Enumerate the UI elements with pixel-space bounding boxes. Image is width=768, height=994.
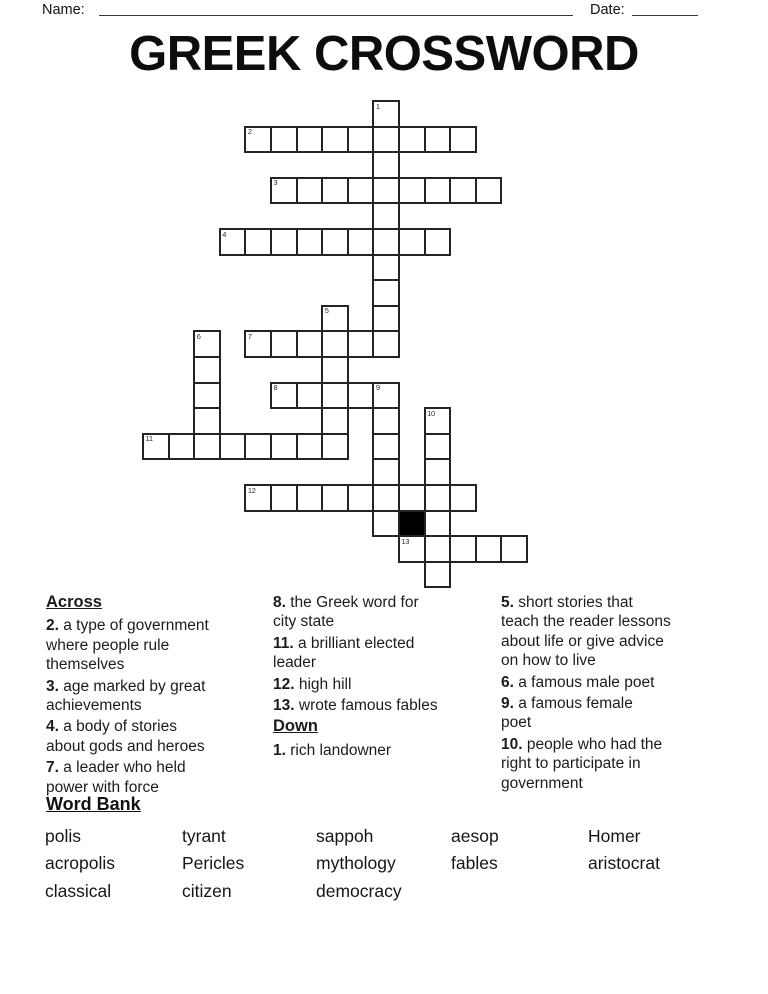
grid-cell[interactable] [347, 228, 375, 256]
clue-line: on how to live [501, 652, 596, 670]
grid-cell[interactable] [372, 126, 400, 154]
grid-cell[interactable] [168, 433, 196, 461]
grid-cell[interactable] [424, 433, 452, 461]
grid-cell[interactable] [321, 305, 349, 333]
grid-cell[interactable] [270, 433, 298, 461]
grid-cell[interactable] [449, 484, 477, 512]
grid-cell[interactable] [424, 458, 452, 486]
grid-cell[interactable] [372, 484, 400, 512]
clue-line: 6. a famous male poet [501, 673, 655, 691]
grid-cell[interactable] [244, 126, 272, 154]
grid-cell[interactable] [321, 382, 349, 410]
clue-line: teach the reader lessons [501, 613, 671, 631]
grid-cell[interactable] [270, 177, 298, 205]
grid-cell[interactable] [321, 433, 349, 461]
grid-cell[interactable] [398, 177, 426, 205]
clue-number-label: 12. [273, 675, 295, 693]
grid-cell[interactable] [424, 535, 452, 563]
grid-cell[interactable] [321, 407, 349, 435]
cell-clue-number: 1 [375, 101, 380, 111]
clue-line: 9. a famous female [501, 695, 633, 713]
word-bank-column [451, 823, 499, 878]
grid-cell[interactable] [347, 330, 375, 358]
word-bank-item: democracy [316, 880, 402, 901]
word-bank-item: citizen [182, 880, 232, 901]
clue-line: 4. a body of stories [46, 718, 177, 736]
grid-cell[interactable] [500, 535, 528, 563]
clue-line: about gods and heroes [46, 737, 205, 755]
word-bank-item: Pericles [182, 853, 245, 874]
clue-line: themselves [46, 656, 125, 674]
grid-cell[interactable] [193, 382, 221, 410]
clues-column-across [46, 593, 264, 799]
grid-cell[interactable] [193, 330, 221, 358]
down-heading: Down [273, 717, 318, 736]
clue-number-label: 6. [501, 673, 514, 691]
clue-5 [501, 593, 719, 671]
clue-6 [501, 673, 719, 692]
clue-number-label: 3. [46, 677, 59, 695]
clue-line: 11. a brilliant elected [273, 634, 415, 652]
word-bank-column [182, 823, 244, 905]
grid-cell[interactable] [321, 228, 349, 256]
clue-number-label: 1. [273, 741, 286, 759]
clue-line: poet [501, 714, 532, 732]
clue-3 [46, 677, 264, 716]
clue-line: about life or give advice [501, 632, 664, 650]
clue-4 [46, 717, 264, 756]
grid-cell[interactable] [372, 382, 400, 410]
cell-clue-number: 4 [222, 229, 227, 239]
clue-line: 5. short stories that [501, 594, 633, 611]
grid-cell[interactable] [372, 177, 400, 205]
grid-cell[interactable] [347, 382, 375, 410]
clue-number-label: 4. [46, 718, 59, 736]
grid-cell[interactable] [321, 356, 349, 384]
grid-cell[interactable] [219, 433, 247, 461]
grid-cell[interactable] [372, 330, 400, 358]
clue-line: leader [273, 654, 317, 672]
grid-cell[interactable] [296, 177, 324, 205]
grid-cell[interactable] [270, 484, 298, 512]
grid-cell[interactable] [424, 561, 452, 589]
cell-clue-number: 13 [401, 536, 410, 546]
clue-9 [501, 694, 719, 733]
grid-cell[interactable] [193, 407, 221, 435]
grid-cell[interactable] [398, 126, 426, 154]
cell-clue-number: 11 [145, 434, 153, 444]
word-bank-item: polis [45, 826, 81, 846]
name-label: Name: [42, 2, 85, 18]
grid-cell[interactable] [372, 228, 400, 256]
cell-clue-number: 10 [427, 408, 435, 418]
clue-number-label: 10. [501, 735, 523, 753]
grid-cell[interactable] [347, 484, 375, 512]
grid-cell[interactable] [372, 510, 400, 538]
clue-line: 10. people who had the [501, 735, 663, 753]
grid-cell[interactable] [449, 126, 477, 154]
grid-cell[interactable] [372, 279, 400, 307]
grid-cell[interactable] [347, 126, 375, 154]
grid-cell[interactable] [244, 484, 272, 512]
clue-7 [46, 758, 264, 797]
grid-cell[interactable] [244, 228, 272, 256]
word-bank-item: mythology [316, 853, 396, 874]
grid-cell[interactable] [270, 330, 298, 358]
cell-clue-number: 12 [247, 485, 256, 495]
grid-cell[interactable] [244, 330, 272, 358]
date-label: Date: [590, 2, 625, 18]
grid-cell[interactable] [270, 126, 298, 154]
grid-cell[interactable] [424, 177, 452, 205]
grid-cell[interactable] [398, 484, 426, 512]
clue-line: 13. wrote famous fables [273, 697, 438, 715]
cell-clue-number: 9 [375, 383, 380, 393]
clue-line: 3. age marked by great [46, 677, 206, 695]
clue-number-label: 2. [46, 617, 59, 635]
grid-cell[interactable] [321, 330, 349, 358]
word-bank-heading: Word Bank [46, 794, 141, 814]
cell-clue-number: 8 [273, 383, 278, 393]
grid-cell[interactable] [372, 202, 400, 230]
grid-cell[interactable] [372, 151, 400, 179]
clue-number-label: 13. [273, 697, 295, 715]
clue-line: city state [273, 613, 335, 631]
grid-cell[interactable] [449, 535, 477, 563]
clue-line: government [501, 774, 583, 792]
grid-cell[interactable] [296, 330, 324, 358]
clue-number-label: 5. [501, 594, 514, 611]
word-bank-item: tyrant [182, 826, 226, 846]
word-bank-item: aristocrat [588, 853, 660, 874]
across-heading: Across [46, 593, 102, 611]
grid-cell[interactable] [372, 433, 400, 461]
page-title: GREEK CROSSWORD [129, 27, 639, 81]
clue-line: 2. a type of government [46, 617, 209, 635]
grid-cell[interactable] [142, 433, 170, 461]
grid-cell[interactable] [475, 177, 503, 205]
grid-cell[interactable] [398, 228, 426, 256]
word-bank-item: classical [45, 880, 112, 901]
word-bank-column [45, 823, 115, 905]
grid-cell[interactable] [270, 228, 298, 256]
word-bank-column [588, 823, 660, 878]
grid-cell[interactable] [270, 382, 298, 410]
grid-cell[interactable] [398, 535, 426, 563]
grid-cell[interactable] [219, 228, 247, 256]
grid-cell[interactable] [424, 126, 452, 154]
grid-cell[interactable] [424, 228, 452, 256]
grid-cell[interactable] [475, 535, 503, 563]
clue-line: 1. rich landowner [273, 741, 392, 759]
clue-line: 7. a leader who held [46, 759, 186, 777]
cell-clue-number: 2 [247, 127, 252, 137]
clue-number-label: 9. [501, 695, 514, 713]
grid-cell[interactable] [449, 177, 477, 205]
clue-line: 8. the Greek word for [273, 594, 419, 611]
grid-cell[interactable] [296, 433, 324, 461]
grid-cell[interactable] [193, 433, 221, 461]
grid-cell[interactable] [424, 484, 452, 512]
clue-line: power with force [46, 778, 159, 796]
grid-cell[interactable] [424, 407, 452, 435]
clue-line: achievements [46, 697, 142, 715]
clue-12 [273, 675, 491, 694]
grid-cell[interactable] [296, 382, 324, 410]
grid-cell[interactable] [193, 356, 221, 384]
word-bank-item: fables [451, 853, 498, 874]
grid-cell[interactable] [244, 433, 272, 461]
grid-cell[interactable] [372, 100, 400, 128]
word-bank-column [316, 823, 402, 905]
clue-number-label: 7. [46, 759, 59, 777]
clue-line: right to participate in [501, 755, 641, 773]
cell-clue-number: 6 [196, 331, 201, 341]
clue-8 [273, 593, 491, 632]
cell-clue-number: 5 [324, 306, 329, 316]
cell-clue-number: 3 [273, 178, 278, 188]
grid-cell[interactable] [296, 126, 324, 154]
grid-cell[interactable] [321, 126, 349, 154]
grid-cell[interactable] [296, 228, 324, 256]
grid-cell[interactable] [372, 305, 400, 333]
clues-column-middle [273, 593, 491, 762]
grid-cell[interactable] [372, 458, 400, 486]
word-bank-item: Homer [588, 826, 641, 846]
clues-column-down [501, 593, 719, 795]
clue-2 [46, 616, 264, 674]
word-bank-item: aesop [451, 826, 499, 846]
clue-11 [273, 634, 491, 673]
clue-10 [501, 735, 719, 793]
grid-cell[interactable] [321, 484, 349, 512]
clue-1 [273, 741, 491, 760]
clue-number-label: 8. [273, 594, 286, 611]
grid-cell[interactable] [372, 254, 400, 282]
clue-line: 12. high hill [273, 675, 352, 693]
blocked-cell [398, 510, 426, 538]
clue-13 [273, 696, 491, 715]
clue-number-label: 11. [273, 634, 294, 652]
grid-cell[interactable] [424, 510, 452, 538]
word-bank-item: sappoh [316, 826, 374, 846]
grid-cell[interactable] [296, 484, 324, 512]
grid-cell[interactable] [372, 407, 400, 435]
grid-cell[interactable] [347, 177, 375, 205]
grid-cell[interactable] [321, 177, 349, 205]
clue-line: where people rule [46, 636, 170, 654]
word-bank-item: acropolis [45, 853, 116, 874]
cell-clue-number: 7 [247, 331, 252, 341]
